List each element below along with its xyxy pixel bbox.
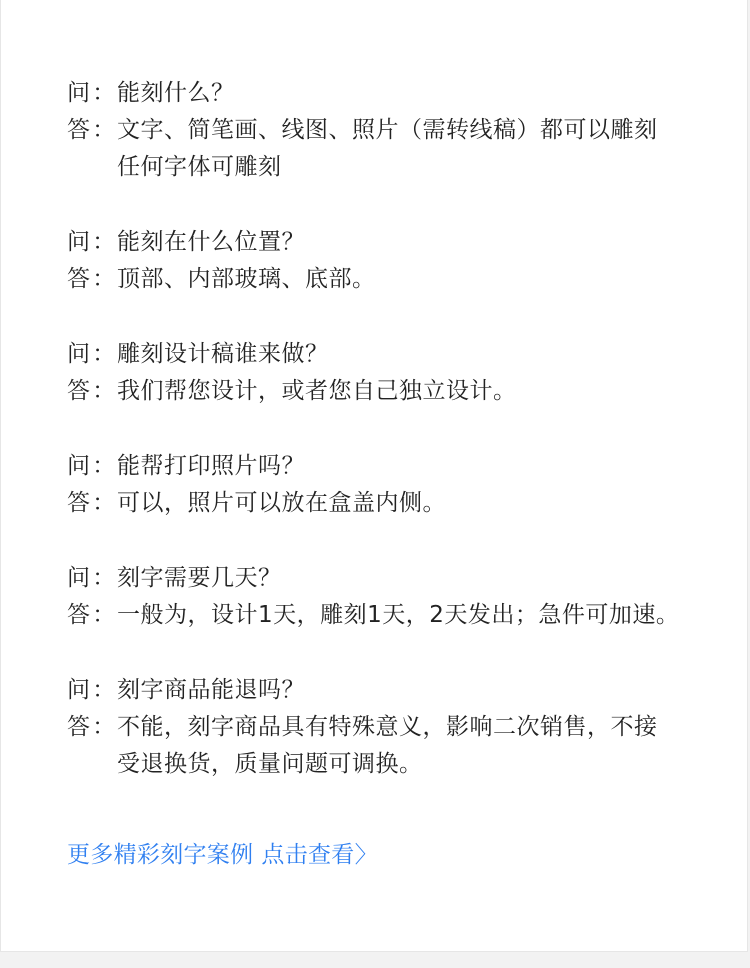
faq-list [67, 75, 707, 821]
question-row [67, 448, 707, 485]
answer-row-continued [67, 149, 707, 186]
colon: ： [92, 602, 116, 628]
more-cases-link-text: 更多精彩刻字案例 [67, 842, 254, 868]
answer-text: 文字、简笔画、线图、照片（需转线稿）都可以雕刻 [117, 117, 658, 143]
question-row [67, 75, 707, 112]
answer-text: 任何字体可雕刻 [117, 154, 282, 180]
answer-row [67, 261, 707, 298]
colon: ： [92, 714, 116, 740]
answer-row [67, 373, 707, 410]
faq-item [67, 560, 707, 634]
colon: ： [92, 565, 116, 591]
colon: ： [92, 453, 116, 479]
question-row [67, 224, 707, 261]
faq-item [67, 672, 707, 783]
question-text: 能刻什么？ [117, 80, 235, 106]
question-row [67, 672, 707, 709]
answer-text: 一般为，设计1天，雕刻1天，2天发出；急件可加速。 [117, 602, 680, 628]
answer-label: 答 [67, 490, 91, 516]
colon: ： [92, 229, 116, 255]
question-label: 问 [67, 80, 91, 106]
question-text: 刻字商品能退吗？ [117, 677, 305, 703]
answer-row [67, 597, 707, 634]
colon: ： [92, 80, 116, 106]
answer-label: 答 [67, 714, 91, 740]
question-text: 能帮打印照片吗？ [117, 453, 305, 479]
question-text: 雕刻设计稿谁来做？ [117, 341, 329, 367]
view-link-text: 点击查看〉 [261, 842, 378, 868]
question-label: 问 [67, 341, 91, 367]
answer-row [67, 485, 707, 522]
answer-row [67, 112, 707, 149]
answer-text: 受退换货，质量问题可调换。 [117, 751, 423, 777]
colon: ： [92, 266, 116, 292]
answer-label: 答 [67, 602, 91, 628]
colon: ： [92, 378, 116, 404]
answer-text: 可以，照片可以放在盒盖内侧。 [117, 490, 446, 516]
question-label: 问 [67, 565, 91, 591]
faq-item [67, 224, 707, 298]
answer-label: 答 [67, 266, 91, 292]
question-label: 问 [67, 677, 91, 703]
answer-text: 我们帮您设计，或者您自己独立设计。 [117, 378, 517, 404]
colon: ： [92, 341, 116, 367]
answer-label: 答 [67, 117, 91, 143]
colon: ： [92, 490, 116, 516]
question-row [67, 336, 707, 373]
question-row [67, 560, 707, 597]
question-label: 问 [67, 453, 91, 479]
answer-row [67, 709, 707, 746]
colon: ： [92, 677, 116, 703]
colon: ： [92, 117, 116, 143]
answer-text: 不能，刻字商品具有特殊意义，影响二次销售，不接 [117, 714, 658, 740]
question-text: 能刻在什么位置？ [117, 229, 305, 255]
faq-item [67, 336, 707, 410]
faq-item [67, 448, 707, 522]
answer-row-continued [67, 746, 707, 783]
question-text: 刻字需要几天？ [117, 565, 282, 591]
more-cases-link[interactable] [67, 838, 378, 872]
question-label: 问 [67, 229, 91, 255]
faq-item [67, 75, 707, 186]
answer-label: 答 [67, 378, 91, 404]
answer-text: 顶部、内部玻璃、底部。 [117, 266, 376, 292]
